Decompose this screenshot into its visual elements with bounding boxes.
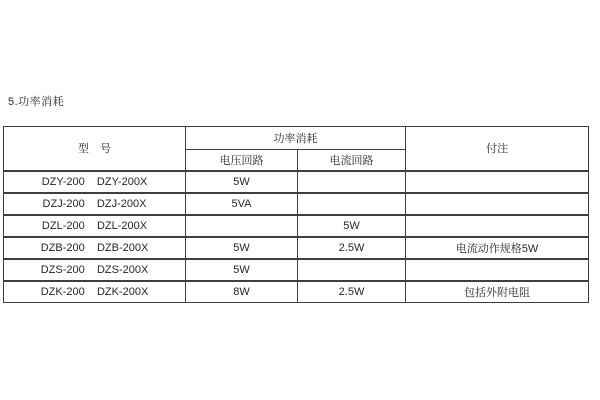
voltage-cell: 5W	[186, 171, 298, 193]
current-cell	[298, 259, 406, 281]
note-column-header: 付注	[406, 127, 589, 171]
table-row	[4, 237, 589, 259]
table-row	[4, 281, 589, 303]
current-cell: 2.5W	[298, 237, 406, 259]
voltage-cell: 8W	[186, 281, 298, 303]
table-row	[4, 193, 589, 215]
model-cell: DZL-200 DZL-200X	[4, 215, 186, 237]
voltage-cell	[186, 215, 298, 237]
note-cell	[406, 259, 589, 281]
note-cell	[406, 215, 589, 237]
header-row-1	[4, 127, 589, 150]
table-row	[4, 259, 589, 281]
current-cell: 5W	[298, 215, 406, 237]
note-cell: 电流动作规格5W	[406, 237, 589, 259]
table-row	[4, 171, 589, 193]
model-cell: DZY-200 DZY-200X	[4, 171, 186, 193]
note-cell	[406, 193, 589, 215]
voltage-circuit-header: 电压回路	[186, 150, 298, 171]
current-circuit-header: 电流回路	[298, 150, 406, 171]
model-cell: DZK-200 DZK-200X	[4, 281, 186, 303]
power-consumption-table	[3, 126, 589, 303]
table-row	[4, 215, 589, 237]
voltage-cell: 5VA	[186, 193, 298, 215]
note-cell: 包括外附电阻	[406, 281, 589, 303]
power-group-header: 功率消耗	[186, 127, 406, 150]
current-cell	[298, 193, 406, 215]
model-column-header: 型 号	[4, 127, 186, 171]
voltage-cell: 5W	[186, 259, 298, 281]
voltage-cell: 5W	[186, 237, 298, 259]
model-cell: DZS-200 DZS-200X	[4, 259, 186, 281]
current-cell: 2.5W	[298, 281, 406, 303]
current-cell	[298, 171, 406, 193]
model-cell: DZJ-200 DZJ-200X	[4, 193, 186, 215]
model-cell: DZB-200 DZB-200X	[4, 237, 186, 259]
note-cell	[406, 171, 589, 193]
section-title: 5.功率消耗	[8, 96, 65, 108]
